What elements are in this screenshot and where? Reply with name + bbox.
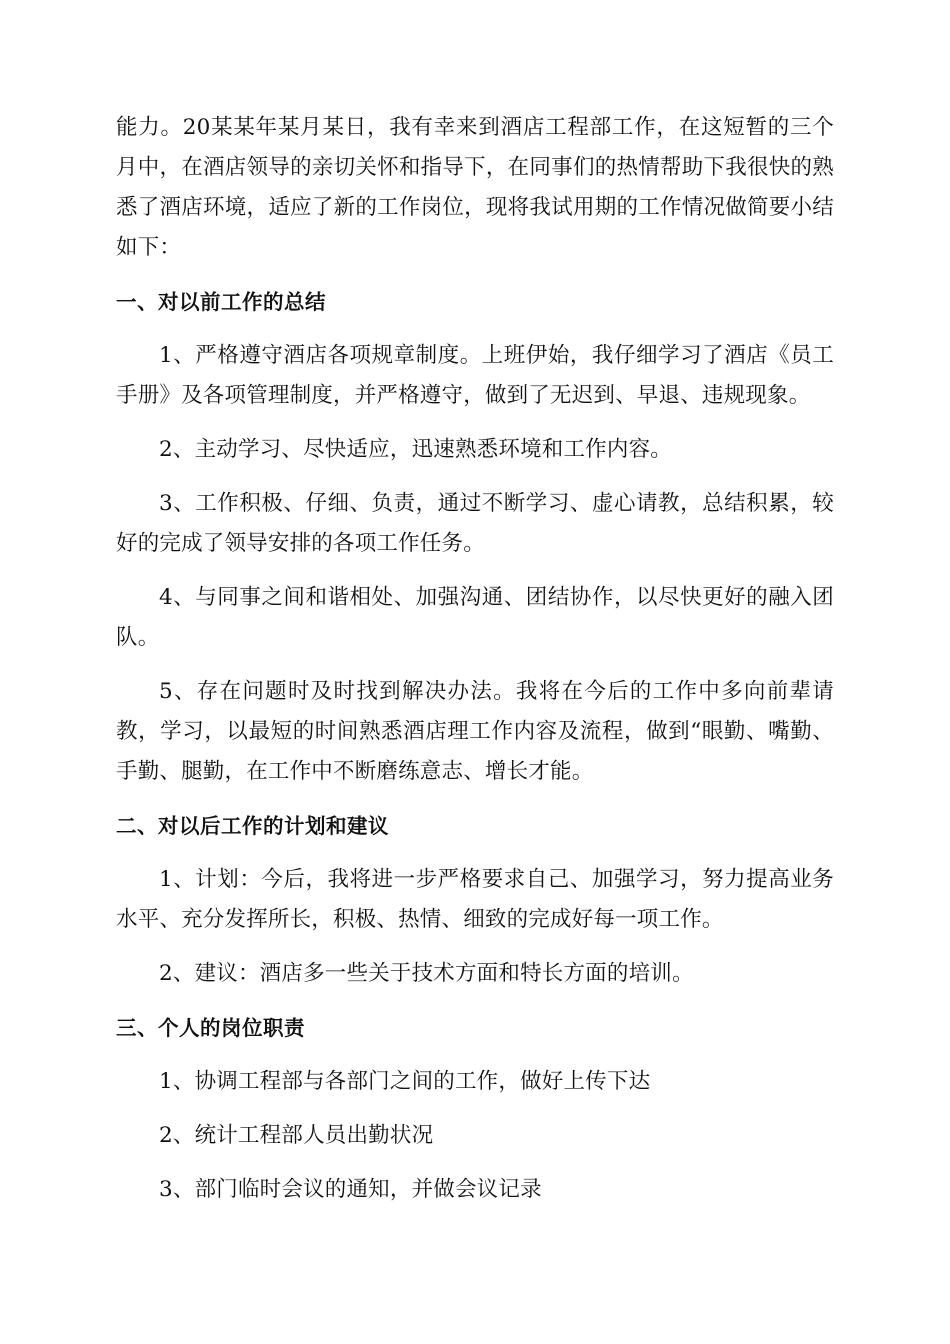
- section-heading-3: 三、个人的岗位职责: [116, 1016, 305, 1040]
- section-heading-2: 二、对以后工作的计划和建议: [116, 814, 389, 838]
- section-1-item-5: 5、存在问题时及时找到解决办法。我将在今后的工作中多向前辈请教，学习，以最短的时间熟悉酒店理工作内容及流程，做到“眼勤、嘴勤、手勤、腿勤，在工作中不断磨练意志、增长才能。: [116, 679, 834, 784]
- section-1-item-2: 2、主动学习、尽快适应，迅速熟悉环境和工作内容。: [159, 437, 672, 462]
- section-1-item-1: 1、严格遵守酒店各项规章制度。上班伊始，我仔细学习了酒店《员工手册》及各项管理制度，并严格遵守，做到了无迟到、早退、违规现象。: [116, 343, 834, 408]
- section-heading-1: 一、对以前工作的总结: [116, 290, 326, 314]
- section-1-item-3: 3、工作积极、仔细、负责，通过不断学习、虚心请教，总结积累，较好的完成了领导安排的各项工作任务。: [116, 491, 834, 556]
- section-3-item-1: 1、协调工程部与各部门之间的工作，做好上传下达: [159, 1069, 651, 1094]
- section-3-item-2: 2、统计工程部人员出勤状况: [159, 1123, 434, 1148]
- section-1-item-4: 4、与同事之间和谐相处、加强沟通、团结协作，以尽快更好的融入团队。: [116, 585, 834, 650]
- section-2-item-2: 2、建议：酒店多一些关于技术方面和特长方面的培训。: [159, 961, 694, 986]
- section-2-item-1: 1、计划：今后，我将进一步严格要求自己、加强学习，努力提高业务水平、充分发挥所长，积极、热情、细致的完成好每一项工作。: [116, 867, 834, 932]
- section-3-item-3: 3、部门临时会议的通知，并做会议记录: [159, 1177, 542, 1202]
- document-body: [116, 108, 834, 1210]
- intro-paragraph: 能力。20某某年某月某日，我有幸来到酒店工程部工作，在这短暂的三个月中，在酒店领导的亲切关怀和指导下，在同事们的热情帮助下我很快的熟悉了酒店环境，适应了新的工作岗位，现将我试用期的工作情况做简要小结如下：: [116, 115, 834, 260]
